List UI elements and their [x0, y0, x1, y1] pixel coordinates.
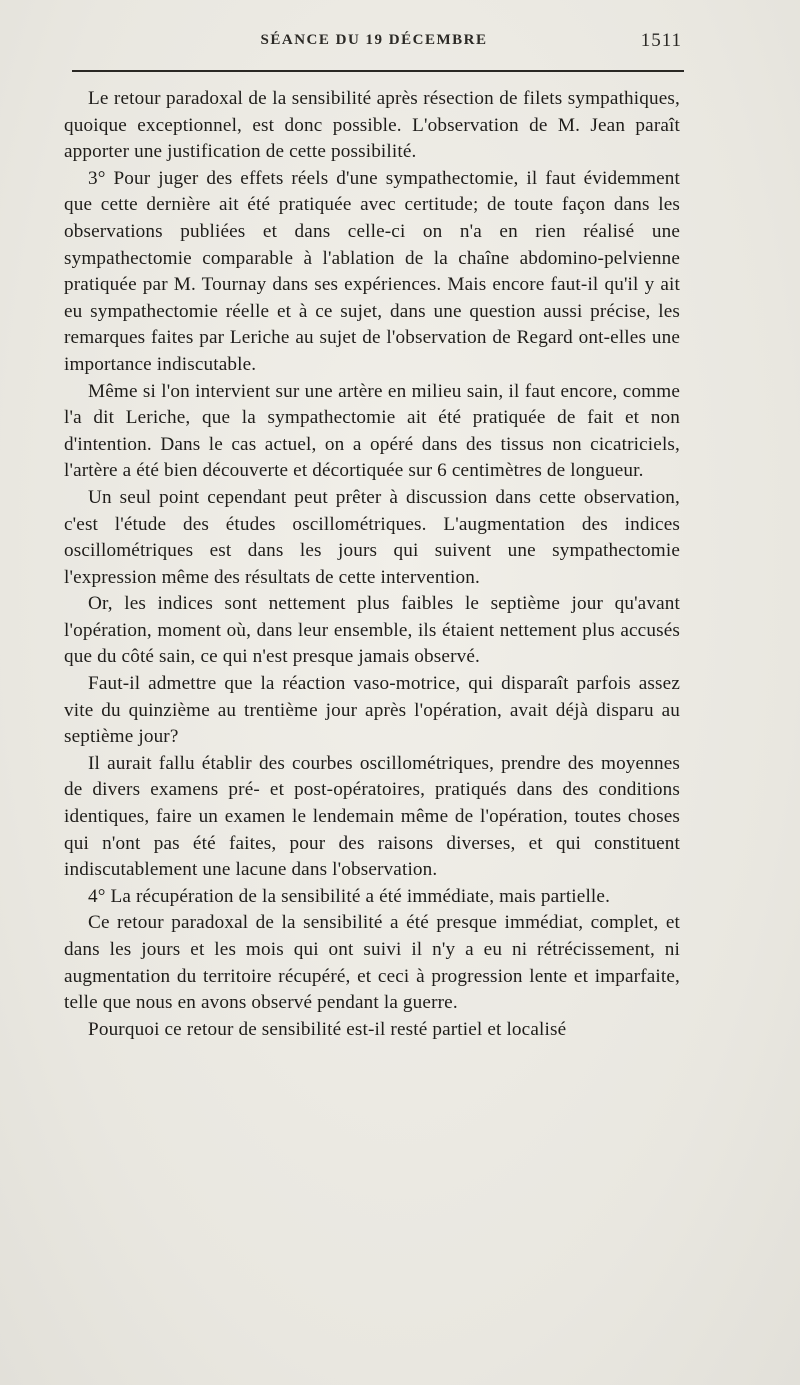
paragraph: Un seul point cependant peut prêter à discussion dans cette observation, c'est l'étude des études oscillométriques. L'augmentation des indices oscillométriques est dans les jours qui suivent une sympathectomie l'expression même des résultats de cette intervention.: [64, 486, 680, 588]
paragraph: Il aurait fallu établir des courbes oscillométriques, prendre des moyennes de divers examens pré- et post-opératoires, pratiqués dans des conditions identiques, faire un examen le lendemain même de l'opération, toutes choses qui n'ont pas été faites, pour des raisons diverses, et qui constituent indiscutablement une lacune dans l'observation.: [64, 752, 680, 881]
running-title: SÉANCE DU 19 DÉCEMBRE: [260, 32, 488, 48]
header-rule: [72, 70, 684, 72]
paragraph: Ce retour paradoxal de la sensibilité a été presque immédiat, complet, et dans les jours et les mois qui ont suivi il n'y a eu ni rétrécissement, ni augmentation du territoire récupéré, et ceci à progression lente et imparfaite, telle que nous en avons observé pendant la guerre.: [64, 912, 680, 1014]
paragraph: Faut-il admettre que la réaction vaso-motrice, qui disparaît parfois assez vite du quinzième au trentième jour après l'opération, avait déjà disparu au septième jour?: [64, 673, 680, 748]
paragraph: Pourquoi ce retour de sensibilité est-il resté partiel et localisé: [88, 1018, 567, 1040]
paragraph: Or, les indices sont nettement plus faibles le septième jour qu'avant l'opération, moment où, dans leur ensemble, ils étaient nettement plus accusés que du côté sain, ce qui n'est presque jamais observé.: [64, 593, 680, 668]
paragraph: 3° Pour juger des effets réels d'une sympathectomie, il faut évidemment que cette dernière ait été pratiquée avec certitude; de toute façon dans les observations publiées et dans celle-ci on n'a en rien réalisé une sympathectomie comparable à l'ablation de la chaîne abdomino-pelvienne pratiquée par M. Tournay dans ses expériences. Mais encore faut-il qu'il y ait eu sympathectomie réelle et à ce sujet, dans une question aussi précise, les remarques faites par Leriche au sujet de l'observation de Regard ont-elles une importance indiscutable.: [64, 167, 680, 375]
page-number: 1511: [640, 30, 682, 51]
paragraph: Le retour paradoxal de la sensibilité après résection de filets sympathiques, quoique exceptionnel, est donc possible. L'observation de M. Jean paraît apporter une justification de cette possibilité.: [64, 88, 680, 163]
paragraph: Même si l'on intervient sur une artère en milieu sain, il faut encore, comme l'a dit Leriche, que la sympathectomie ait été pratiquée de fait et non d'intention. Dans le cas actuel, on a opéré dans des tissus non cicatriciels, l'artère a été bien découverte et décortiquée sur 6 centimètres de longueur.: [64, 380, 680, 482]
paragraph: 4° La récupération de la sensibilité a été immédiate, mais partielle.: [88, 885, 611, 907]
page-header: [66, 30, 682, 60]
body-text: [64, 86, 680, 1043]
